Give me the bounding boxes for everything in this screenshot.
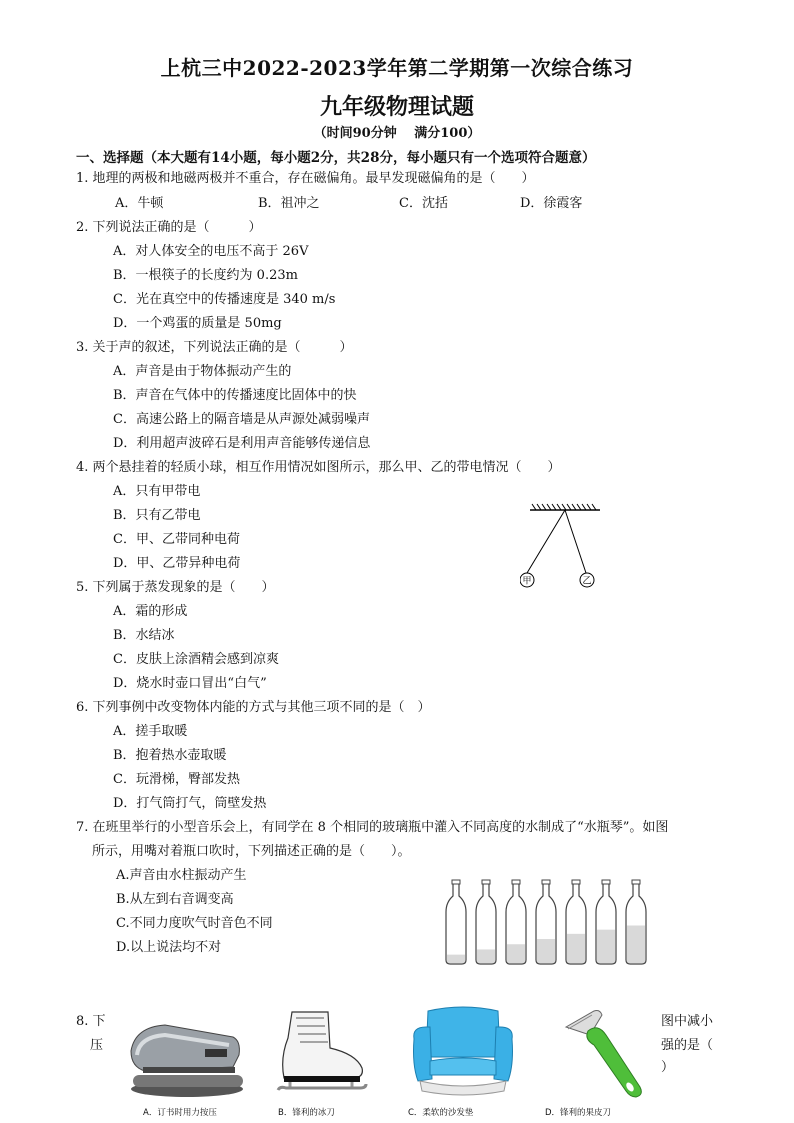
question-7-line1: 7. 在班里举行的小型音乐会上，有同学在 8 个相同的玻璃瓶中灌入不同高度的水制成了“水瓶琴”。如图 (76, 820, 669, 835)
q4-option-b: B．只有乙带电 (113, 508, 201, 523)
bottle-neck (482, 880, 490, 884)
q5-option-c: C．皮肤上涂酒精会感到凉爽 (113, 652, 279, 667)
q8-caption-d: D．锋利的果皮刀 (545, 1108, 612, 1118)
ball-label-b: 乙 (582, 576, 592, 587)
q7-option-c: C.不同力度吹气时音色不同 (116, 916, 273, 931)
q7-option-b: B.从左到右音调变高 (116, 892, 234, 907)
question-8-right1: 图中减小 (661, 1014, 714, 1029)
q1-option-c: C．沈括 (399, 196, 448, 211)
question-8-right3: ） (661, 1060, 675, 1075)
water-bottles-figure (440, 878, 670, 968)
q6-option-a: A．搓手取暖 (113, 724, 188, 739)
question-1: 1. 地理的两极和地磁两极并不重合，存在磁偏角。最早发现磁偏角的是（ ） (76, 171, 535, 186)
question-8-right2: 强的是（ (661, 1038, 714, 1053)
q5-option-d: D．烧水时壶口冒出“白气” (113, 676, 267, 691)
bottle-neck (632, 880, 640, 884)
bottle-water (477, 949, 495, 963)
bottle-neck (542, 880, 550, 884)
ball-label-a: 甲 (522, 576, 532, 587)
q4-option-c: C．甲、乙带同种电荷 (113, 532, 240, 547)
bottle-water (567, 934, 585, 963)
q8-caption-c: C．柔软的沙发垫 (408, 1108, 474, 1118)
ice-skate-image (270, 1008, 370, 1098)
q1-option-b: B．祖冲之 (258, 196, 320, 211)
question-6: 6. 下列事例中改变物体内能的方式与其他三项不同的是（ ） (76, 700, 431, 715)
q2-option-b: B．一根筷子的长度约为 0.23m (113, 268, 298, 283)
bottle-water (507, 944, 525, 963)
q1-option-d: D．徐霞客 (520, 196, 583, 211)
q2-option-a: A．对人体安全的电压不高于 26V (113, 244, 309, 259)
bottle-1 (446, 880, 466, 964)
fruit-peeler-image (560, 1005, 650, 1100)
q8-caption-b: B．锋利的冰刀 (278, 1108, 335, 1118)
q3-option-b: B．声音在气体中的传播速度比固体中的快 (113, 388, 357, 403)
bottle-water (627, 926, 645, 963)
bottle-7 (626, 880, 646, 964)
question-8-left1: 8. 下 (76, 1014, 106, 1029)
q3-option-a: A．声音是由于物体振动产生的 (113, 364, 292, 379)
bottle-4 (536, 880, 556, 964)
bottle-5 (566, 880, 586, 964)
question-7-line2: 所示，用嘴对着瓶口吹时，下列描述正确的是（ ）。 (92, 844, 411, 859)
q6-option-d: D．打气筒打气，筒壁发热 (113, 796, 267, 811)
q5-option-a: A．霜的形成 (113, 604, 188, 619)
q2-option-c: C．光在真空中的传播速度是 340 m/s (113, 292, 336, 307)
exam-meta: （时间90分钟 满分100） (313, 126, 481, 141)
question-4: 4. 两个悬挂着的轻质小球，相互作用情况如图所示，那么甲、乙的带电情况（ ） (76, 460, 561, 475)
question-3: 3. 关于声的叙述，下列说法正确的是（ ） (76, 340, 353, 355)
q3-option-c: C．高速公路上的隔音墙是从声源处减弱噪声 (113, 412, 370, 427)
bottle-water (447, 955, 465, 963)
bottle-neck (452, 880, 460, 884)
stapler-image (125, 1015, 245, 1100)
q3-option-d: D．利用超声波碎石是利用声音能够传递信息 (113, 436, 371, 451)
q7-option-a: A.声音由水柱振动产生 (116, 868, 247, 883)
q6-option-c: C．玩滑梯，臀部发热 (113, 772, 240, 787)
q7-option-d: D.以上说法均不对 (116, 940, 222, 955)
q5-option-b: B．水结冰 (113, 628, 175, 643)
section-heading: 一、选择题（本大题有14小题，每小题2分，共28分，每小题只有一个选项符合题意） (76, 150, 596, 166)
bottle-3 (506, 880, 526, 964)
q2-option-d: D．一个鸡蛋的质量是 50mg (113, 316, 282, 331)
q6-option-b: B．抱着热水壶取暖 (113, 748, 227, 763)
question-5: 5. 下列属于蒸发现象的是（ ） (76, 580, 275, 595)
sofa-image (408, 1005, 518, 1100)
q1-option-a: A．牛顿 (115, 196, 164, 211)
bottle-outline (446, 882, 466, 964)
q8-caption-a: A．订书时用力按压 (143, 1108, 217, 1118)
q4-option-a: A．只有甲带电 (113, 484, 201, 499)
exam-subtitle: 九年级物理试题 (319, 94, 474, 120)
bottle-2 (476, 880, 496, 964)
question-2: 2. 下列说法正确的是（ ） (76, 220, 262, 235)
q4-option-d: D．甲、乙带异种电荷 (113, 556, 241, 571)
exam-title: 上杭三中2022-2023学年第二学期第一次综合练习 (160, 56, 634, 80)
hanging-balls-figure (520, 500, 610, 595)
bottle-neck (602, 880, 610, 884)
bottle-water (537, 939, 555, 963)
bottle-neck (512, 880, 520, 884)
bottle-neck (572, 880, 580, 884)
question-8-left2: 压 (90, 1038, 104, 1053)
bottle-6 (596, 880, 616, 964)
bottle-water (597, 930, 615, 963)
